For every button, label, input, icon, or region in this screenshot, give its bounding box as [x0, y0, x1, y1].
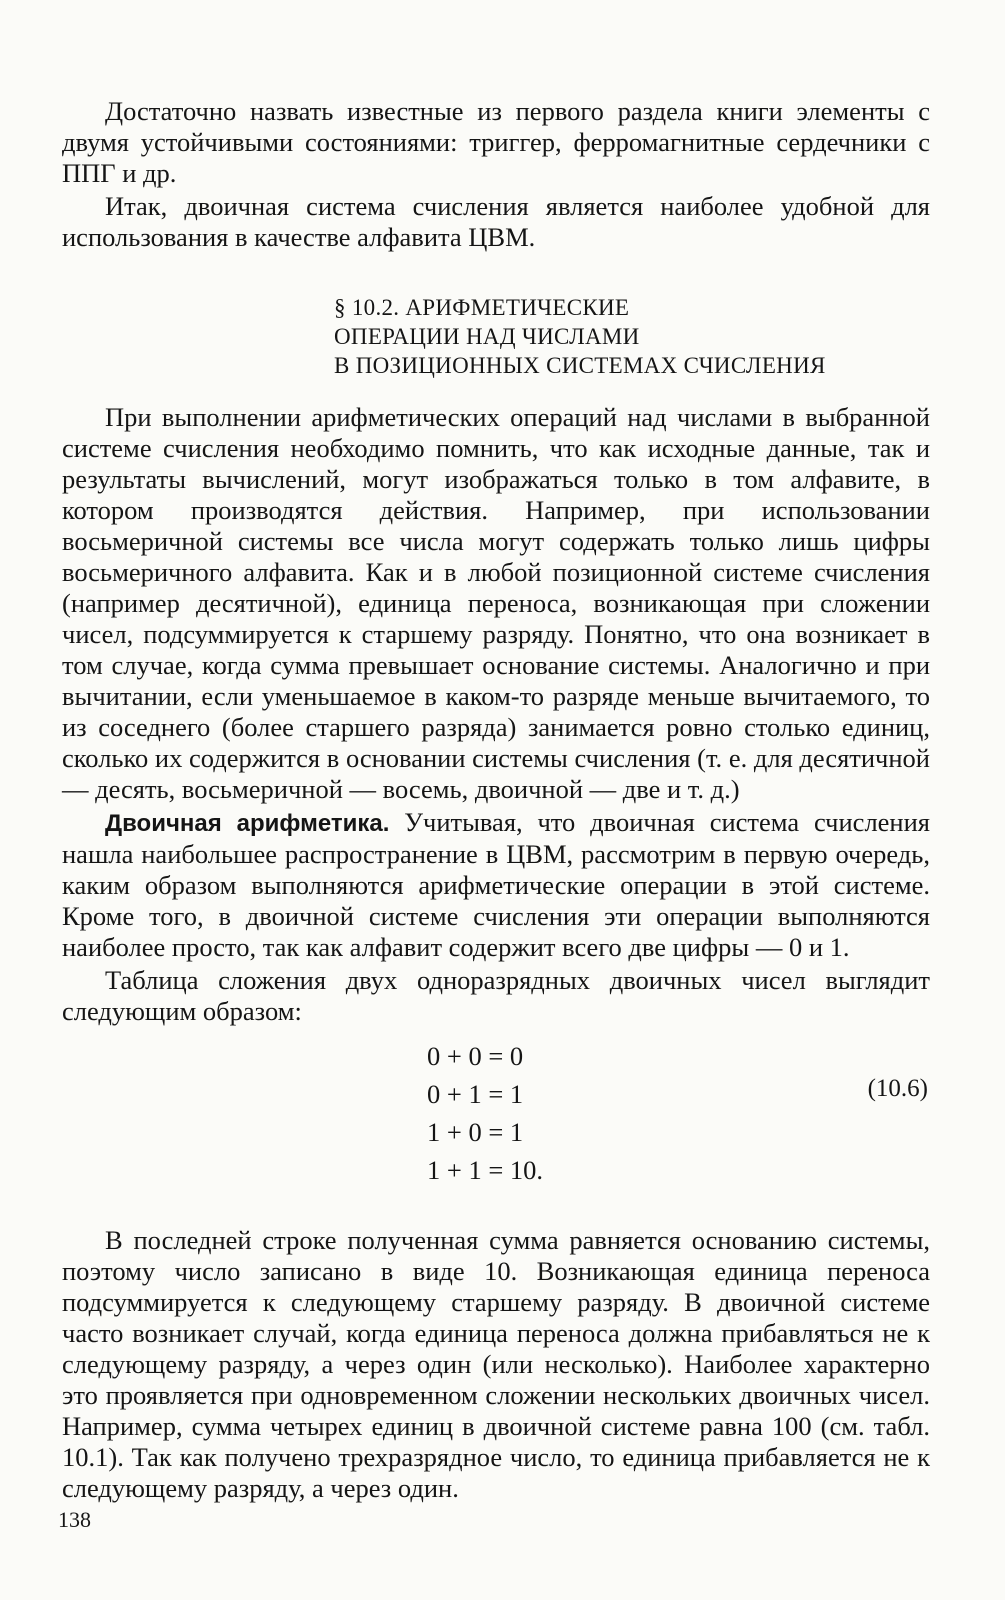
- paragraph-addition-table-intro: Таблица сложения двух одноразрядных двоичных чисел выглядит следующим образом:: [62, 965, 930, 1026]
- paragraph-binary-arithmetic: [62, 807, 930, 963]
- formula-row: 0 + 1 = 1: [427, 1079, 524, 1109]
- section-heading-line-2: ОПЕРАЦИИ НАД ЧИСЛАМИ: [334, 324, 640, 349]
- paragraph-arithmetic-rules: При выполнении арифметических операций над числами в выбранной системе счисления необходимо помнить, что как исходные данные, так и результаты вычислений, могут изображаться только в том алфавите, в котором производятся действия. Например, при использовании восьмеричной системы все числа могут содержать только лишь цифры восьмеричного алфавита. Как и в любой позиционной системе счисления (например десятичной), единица переноса, возникающая при сложении чисел, подсуммируется к старшему разряду. Понятно, что она возникает в том случае, когда сумма превышает основание системы. Аналогично и при вычитании, если уменьшаемое в каком-то разряде меньше вычитаемого, то из соседнего (более старшего разряда) занимается ровно столько единиц, сколько их содержится в основании системы счисления (т. е. для десятичной — десять, восьмеричной — восемь, двоичной — две и т. д.): [62, 402, 930, 804]
- page-number: 138: [58, 1507, 91, 1532]
- page-body: [62, 96, 930, 1504]
- formula-number: (10.6): [867, 1075, 928, 1102]
- paragraph-intro-2: Итак, двоичная система счисления является наиболее удобной для использования в качестве алфавита ЦВМ.: [62, 191, 930, 252]
- formula-row: 1 + 0 = 1: [427, 1117, 524, 1147]
- section-heading-line-3: В ПОЗИЦИОННЫХ СИСТЕМАХ СЧИСЛЕНИЯ: [334, 353, 826, 378]
- paragraph-carry-explanation: В последней строке полученная сумма равняется основанию системы, поэтому число записано в виде 10. Возникающая единица переноса подсуммируется к следующему старшему разряду. В двоичной системе часто возникает случай, когда единица переноса должна прибавляться не к следующему разряду, а через один (или несколько). Наиболее характерно это проявляется при одновременном сложении нескольких двоичных чисел. Например, сумма четырех единиц в двоичной системе равна 100 (см. табл. 10.1). Так как получено трехразрядное число, то единица прибавляется не к следующему разряду, а через один.: [62, 1225, 930, 1503]
- section-heading-line-1: § 10.2. АРИФМЕТИЧЕСКИЕ: [334, 295, 630, 320]
- formula-addition-table: [62, 1037, 930, 1213]
- paragraph-intro-1: Достаточно назвать известные из первого раздела книги элементы с двумя устойчивыми состояниями: триггер, ферромагнитные сердечники с ППГ и др.: [62, 96, 930, 188]
- paragraph-lead-term: Двоичная арифметика.: [105, 810, 390, 837]
- paragraph-binary-text: Учитывая, что двоичная система счисления нашла наибольшее распространение в ЦВМ, рассмотрим в первую очередь, каким образом выполняются арифметические операции в этой системе. Кроме того, в двоичной системе счисления эти операции выполняются наиболее просто, так как алфавит содержит всего две цифры — 0 и 1.: [62, 807, 930, 962]
- section-heading: [334, 293, 930, 380]
- formula-row: 1 + 1 = 10.: [427, 1155, 544, 1185]
- formula-row: 0 + 0 = 0: [427, 1041, 524, 1071]
